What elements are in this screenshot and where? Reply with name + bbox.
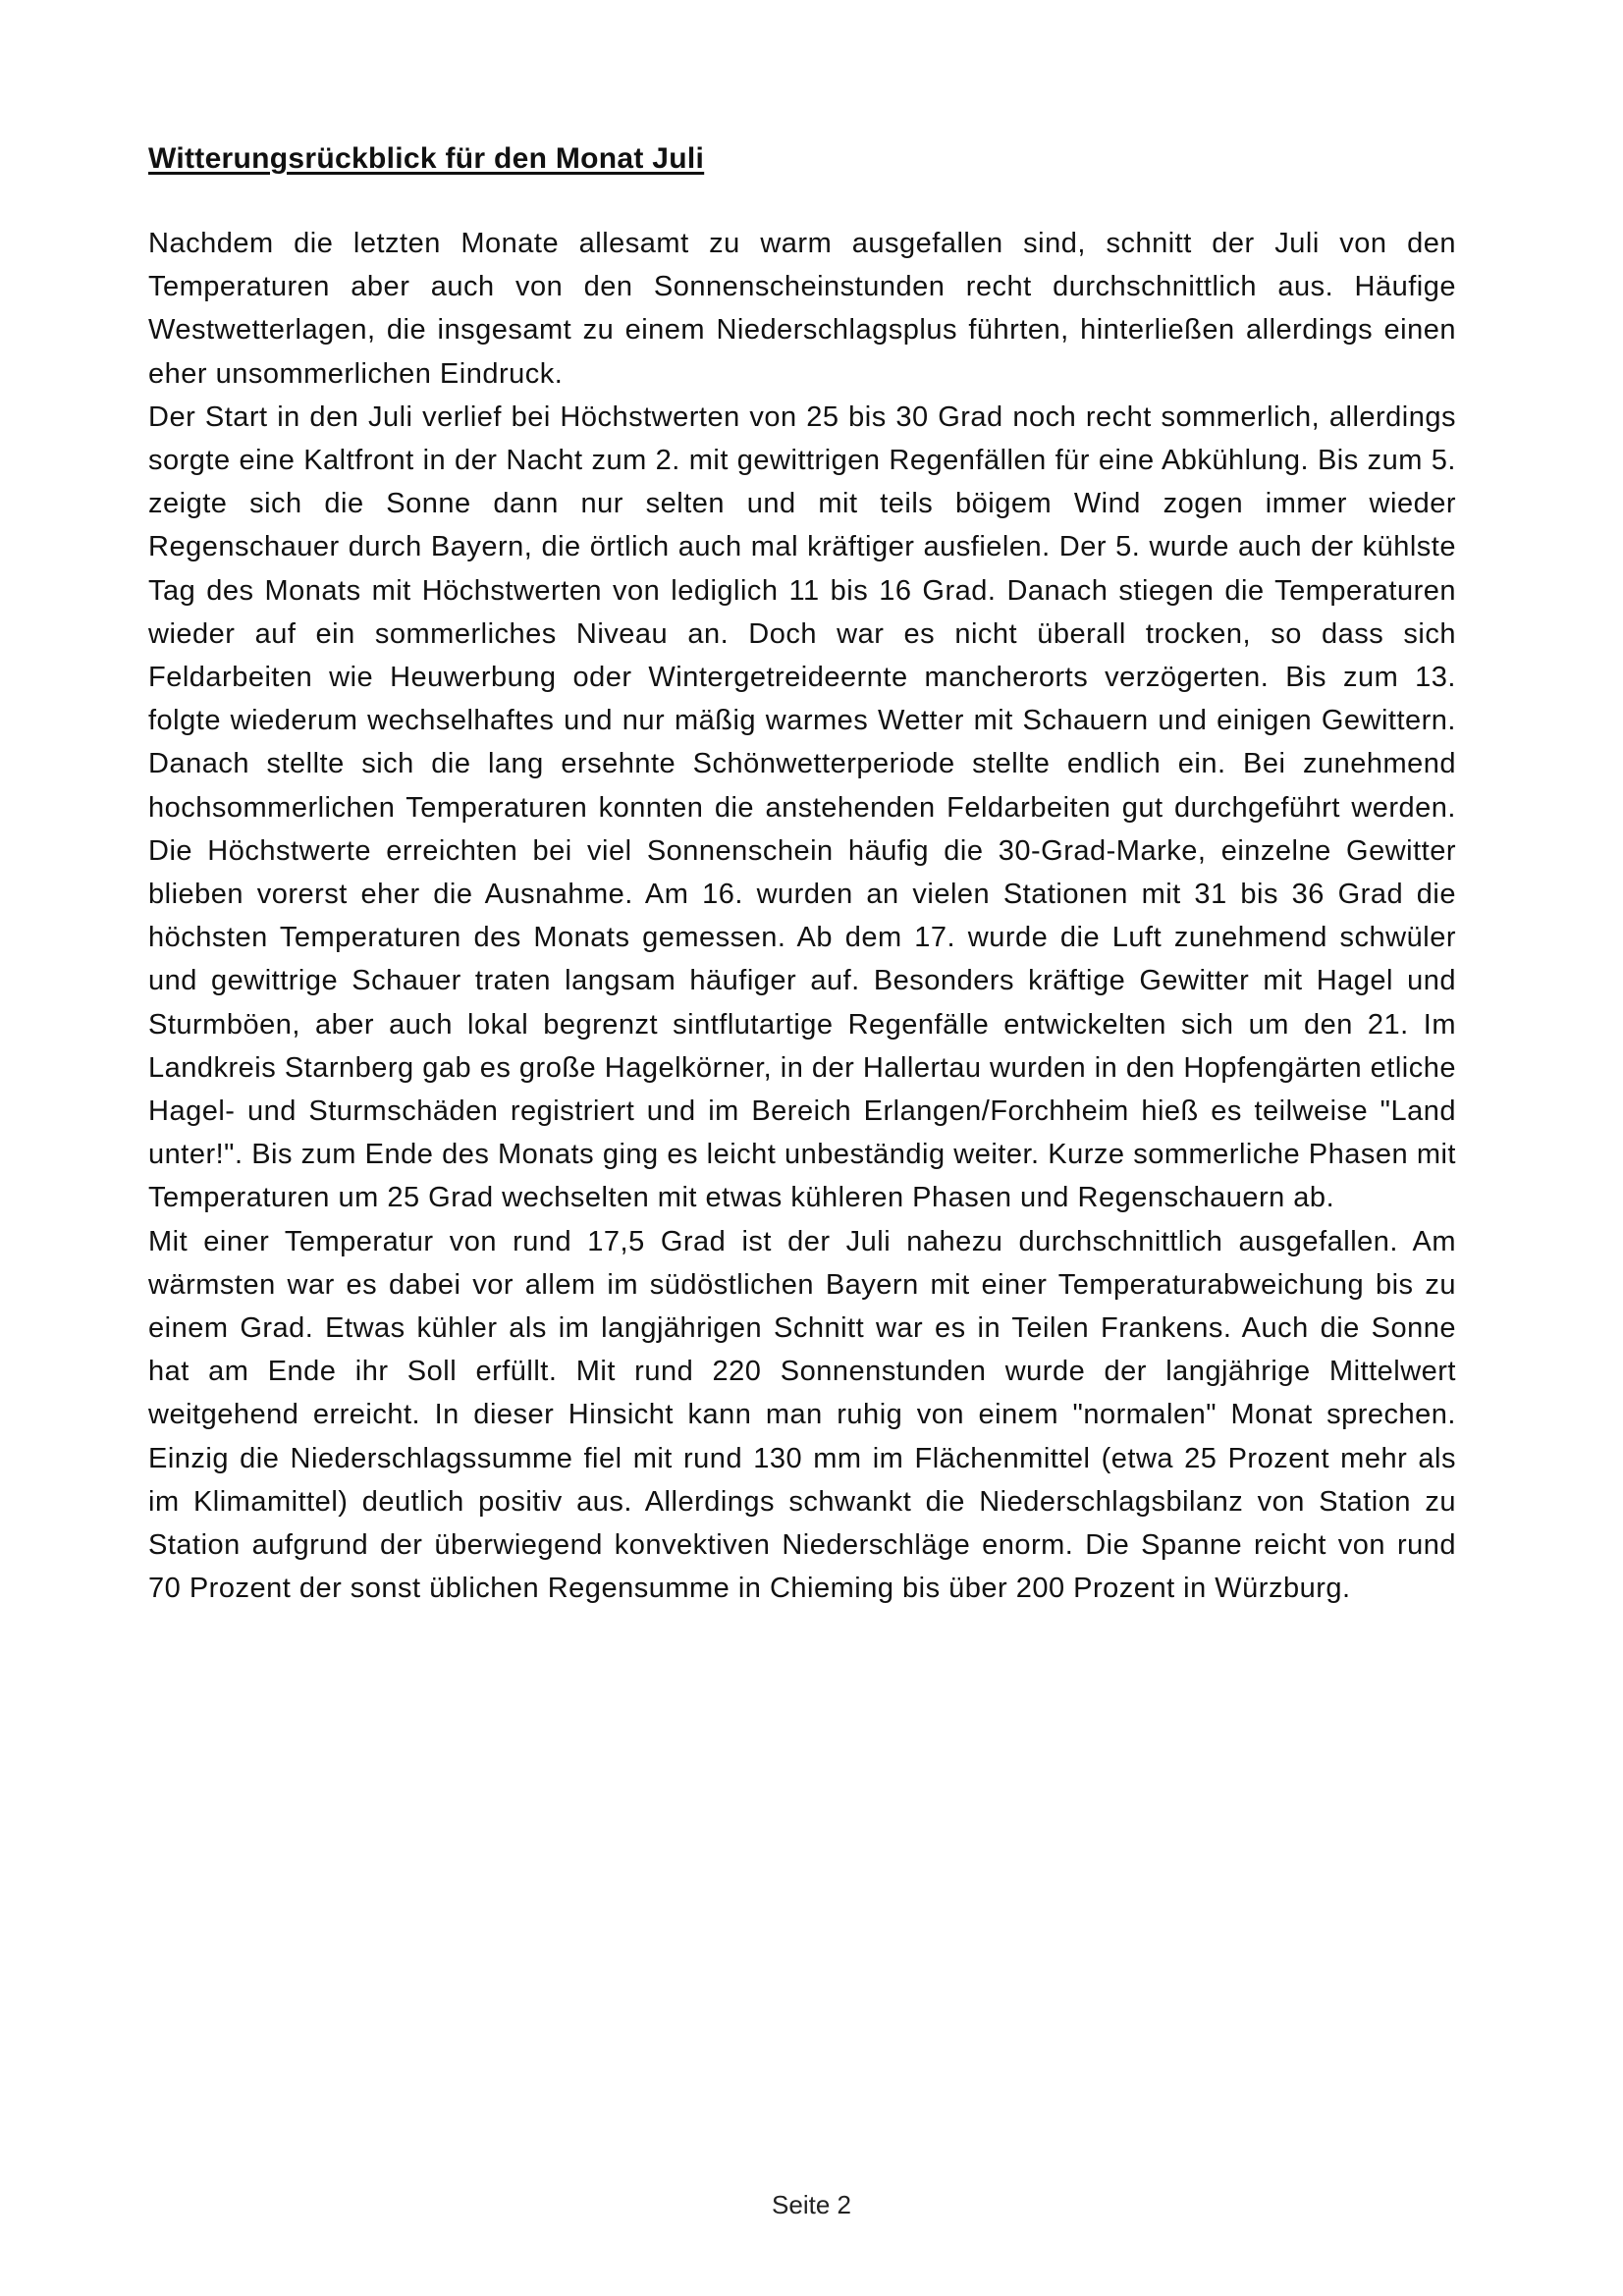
document-body [148, 222, 1456, 1611]
paragraph-summary: Mit einer Temperatur von rund 17,5 Grad ist der Juli nahezu durchschnittlich ausgefallen. Am wärmsten war es dabei vor allem im südöstlichen Bayern mit einer Temperaturabweichung bis zu einem Grad. Etwas kühler als im langjährigen Schnitt war es in Teilen Frankens. Auch die Sonne hat am Ende ihr Soll erfüllt. Mit rund 220 Sonnenstunden wurde der langjährige Mittelwert weitgehend erreicht. In dieser Hinsicht kann man ruhig von einem "normalen" Monat sprechen. Einzig die Niederschlagssumme fiel mit rund 130 mm im Flächenmittel (etwa 25 Prozent mehr als im Klimamittel) deutlich positiv aus. Allerdings schwankt die Niederschlagsbilanz von Station zu Station aufgrund der überwiegend konvektiven Niederschläge enorm. Die Spanne reicht von rund 70 Prozent der sonst üblichen Regensumme in Chieming bis über 200 Prozent in Würzburg. [148, 1225, 1456, 1605]
page-number: Seite 2 [772, 2190, 851, 2219]
paragraph-course-of-month: Der Start in den Juli verlief bei Höchstwerten von 25 bis 30 Grad noch recht sommerlich, allerdings sorgte eine Kaltfront in der Nacht zum 2. mit gewittrigen Regenfällen für eine Abkühlung. Bis zum 5. zeigte sich die Sonne dann nur selten und mit teils böigem Wind zogen immer wieder Regenschauer durch Bayern, die örtlich auch mal kräftiger ausfielen. Der 5. wurde auch der kühlste Tag des Monats mit Höchstwerten von lediglich 11 bis 16 Grad. Danach stiegen die Temperaturen wieder auf ein sommerliches Niveau an. Doch war es nicht überall trocken, so dass sich Feldarbeiten wie Heuwerbung oder Wintergetreideernte mancherorts verzögerten. Bis zum 13. folgte wiederum wechselhaftes und nur mäßig warmes Wetter mit Schauern und einigen Gewittern. Danach stellte sich die lang ersehnte Schönwetterperiode stellte endlich ein. Bei zunehmend hochsommerlichen Temperaturen konnten die anstehenden Feldarbeiten gut durchgeführt werden. Die Höchstwerte erreichten bei viel Sonnenschein häufig die 30-Grad-Marke, einzelne Gewitter blieben vorerst eher die Ausnahme. Am 16. wurden an vielen Stationen mit 31 bis 36 Grad die höchsten Temperaturen des Monats gemessen. Ab dem 17. wurde die Luft zunehmend schwüler und gewittrige Schauer traten langsam häufiger auf. Besonders kräftige Gewitter mit Hagel und Sturmböen, aber auch lokal begrenzt sintflutartige Regenfälle entwickelten sich um den 21. Im Landkreis Starnberg gab es große Hagelkörner, in der Hallertau wurden in den Hopfengärten etliche Hagel- und Sturmschäden registriert und im Bereich Erlangen/Forchheim hieß es teilweise "Land unter!". Bis zum Ende des Monats ging es leicht unbeständig weiter. Kurze sommerliche Phasen mit Temperaturen um 25 Grad wechselten mit etwas kühleren Phasen und Regenschauern ab. [148, 400, 1456, 1214]
document-title: Witterungsrückblick für den Monat Juli [148, 142, 705, 175]
paragraph-intro: Nachdem die letzten Monate allesamt zu warm ausgefallen sind, schnitt der Juli von den Temperaturen aber auch von den Sonnenscheinstunden recht durchschnittlich aus. Häufige Westwetterlagen, die insgesamt zu einem Niederschlagsplus führten, hinterließen allerdings einen eher unsommerlichen Eindruck. [148, 228, 1456, 390]
document-content [148, 137, 1456, 1611]
